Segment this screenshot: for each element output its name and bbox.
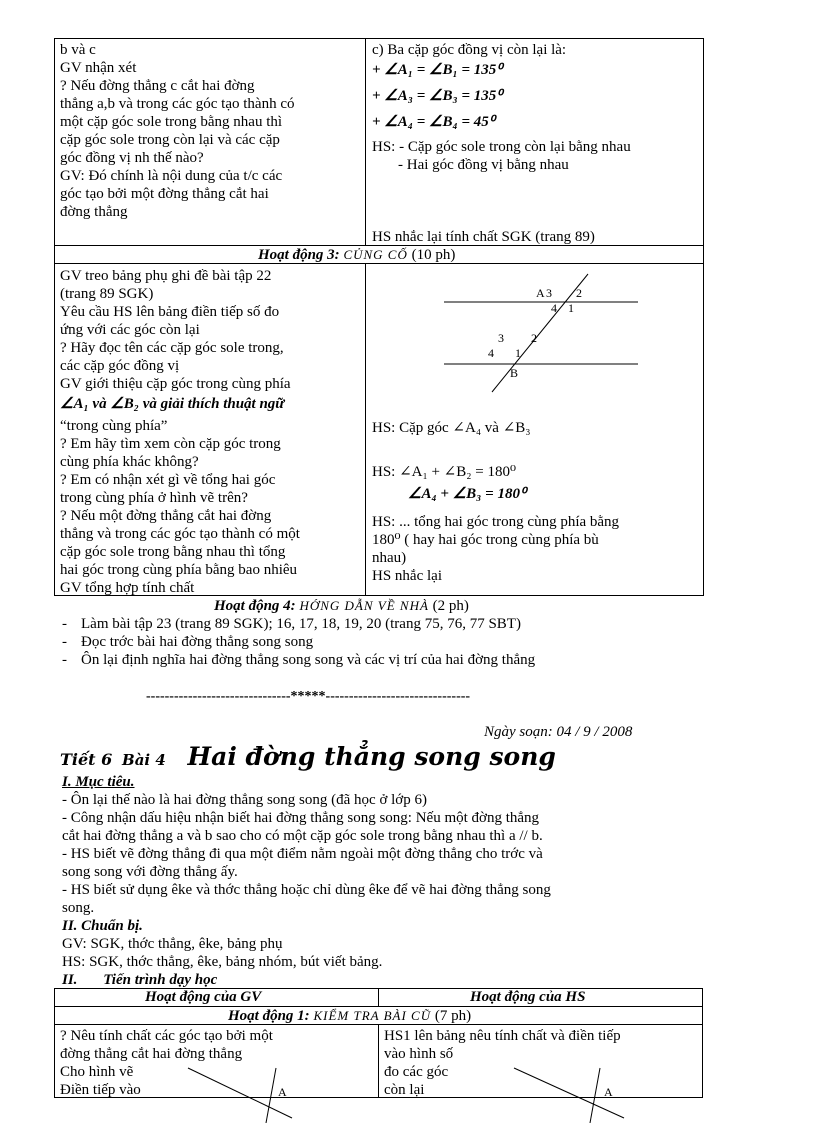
list-item: song. bbox=[62, 900, 95, 916]
table1-left-line: b và c bbox=[60, 42, 96, 58]
list-item: - HS biết vẽ đờng thẳng đi qua một điểm nằm ngoài một đờng thẳng cho trớc và bbox=[62, 846, 543, 862]
table3-left-line: đờng thẳng cắt hai đờng thẳng bbox=[60, 1046, 243, 1062]
figure-line bbox=[188, 1068, 292, 1118]
lesson-number: Tiết 6 bbox=[60, 750, 113, 769]
table2-left-line: ∠A₁ và ∠B₂ và giải thích thuật ngữ bbox=[60, 396, 285, 412]
column-header-hs: Hoạt động của HS bbox=[470, 989, 586, 1005]
activity-label: Hoạt động 1: bbox=[228, 1008, 310, 1024]
table2-right-line: HS nhắc lại bbox=[372, 568, 442, 584]
list-item: - HS biết sử dụng êke và thớc thẳng hoặc chỉ dùng êke để vẽ hai đờng thẳng song bbox=[62, 882, 551, 898]
exercise-figure-left bbox=[180, 1062, 320, 1123]
table3-border-right bbox=[702, 988, 703, 1098]
table2-right-line: HS: Cặp góc ∠A₄ và ∠B₃ bbox=[372, 420, 531, 436]
table1-right-line: HS nhắc lại tính chất SGK (trang 89) bbox=[372, 229, 595, 245]
table2-right-line: nhau) bbox=[372, 550, 407, 566]
exercise-figure-right bbox=[500, 1062, 640, 1123]
angle-label: 1 bbox=[515, 346, 521, 360]
equation: + ∠A₄ = ∠B₄ = 45⁰ bbox=[372, 114, 495, 130]
parallel-lines-figure bbox=[366, 264, 703, 394]
angle-label: 3 bbox=[498, 331, 504, 345]
table2-left-line: Yêu cầu HS lên bảng điền tiếp số đo bbox=[60, 304, 280, 320]
point-label-a: A bbox=[536, 286, 545, 300]
bullet-dash: - bbox=[62, 616, 67, 632]
activity-subtitle: CỦNG CỐ bbox=[343, 247, 408, 262]
table3-right-line: vào hình số bbox=[384, 1046, 454, 1062]
table2-left-line: ? Hãy đọc tên các cặp góc sole trong, bbox=[60, 340, 284, 356]
angle-label: 4 bbox=[488, 346, 494, 360]
table3-left-line: Cho hình vẽ bbox=[60, 1064, 134, 1080]
table2-left-line: cùng phía khác không? bbox=[60, 454, 199, 470]
table3-left-line: Điền tiếp vào bbox=[60, 1082, 141, 1098]
point-label-a: A bbox=[604, 1085, 613, 1099]
table2-left-line: ứng với các góc còn lại bbox=[60, 322, 200, 338]
activity-time: (2 ph) bbox=[432, 598, 469, 614]
table3-right-line: đo các góc bbox=[384, 1064, 449, 1080]
equation: + ∠A₁ = ∠B₁ = 135⁰ bbox=[372, 62, 503, 78]
table3-border-left bbox=[54, 988, 55, 1098]
table1-left-line: góc đồng vị nh thế nào? bbox=[60, 150, 204, 166]
table2-left-line: ? Em hãy tìm xem còn cặp góc trong bbox=[60, 436, 281, 452]
activity-label: Hoạt động 4: bbox=[214, 598, 296, 614]
activity-4-header bbox=[214, 597, 469, 615]
equation: + ∠A₃ = ∠B₃ = 135⁰ bbox=[372, 88, 503, 104]
table1-left-line: đờng thẳng bbox=[60, 204, 128, 220]
table3-border-mid-body bbox=[378, 1024, 379, 1098]
table2-right-line: HS: ∠A₁ + ∠B₂ = 180⁰ bbox=[372, 464, 516, 480]
list-item: - Ôn lại định nghĩa hai đờng thẳng song song và các vị trí của hai đờng thẳng bbox=[62, 652, 536, 668]
equation: ∠A₄ + ∠B₃ = 180⁰ bbox=[408, 486, 526, 502]
activity-subtitle: KIỂM TRA BÀI CŨ bbox=[313, 1008, 432, 1023]
table2-left-line: ? Em có nhận xét gì về tổng hai góc bbox=[60, 472, 276, 488]
table1-left-line: thẳng a,b và trong các góc tạo thành có bbox=[60, 96, 295, 112]
activity-time: (10 ph) bbox=[411, 247, 456, 263]
table2-left-line: trong cùng phía ở hình vẽ trên? bbox=[60, 490, 248, 506]
activity-time: (7 ph) bbox=[434, 1008, 472, 1024]
list-item: - Ôn lại thế nào là hai đờng thẳng song song (đã học ở lớp 6) bbox=[62, 792, 427, 808]
table1-border-left bbox=[54, 38, 55, 595]
section-separator: -------------------------------*****------------------------------- bbox=[146, 689, 471, 704]
angle-label: 4 bbox=[551, 301, 557, 315]
table1-right-line: c) Ba cặp góc đồng vị còn lại là: bbox=[372, 42, 567, 58]
angle-label: 2 bbox=[531, 331, 537, 345]
list-item: - Công nhận dấu hiệu nhận biết hai đờng thẳng song song: Nếu một đờng thẳng bbox=[62, 810, 540, 826]
table1-left-line: cặp góc sole trong còn lại và các cặp bbox=[60, 132, 280, 148]
figure-line bbox=[590, 1068, 600, 1123]
table2-left-line: ? Nếu một đờng thẳng cắt hai đờng bbox=[60, 508, 272, 524]
angle-label: 1 bbox=[568, 301, 574, 315]
table1-left-line: GV nhận xét bbox=[60, 60, 137, 76]
table1-left-line: góc tạo bởi một đờng thẳng cắt hai bbox=[60, 186, 269, 202]
angle-label: 2 bbox=[576, 286, 582, 300]
table1-left-line: một cặp góc sole trong bằng nhau thì bbox=[60, 114, 283, 130]
angle-label: 3 bbox=[546, 286, 552, 300]
table1-border-mid bbox=[365, 38, 366, 245]
activity-1-header bbox=[228, 1007, 471, 1025]
table1-border-right bbox=[703, 38, 704, 595]
activity-subtitle: HỚNG DẪN VỀ NHÀ bbox=[299, 598, 429, 613]
point-label-a: A bbox=[278, 1085, 287, 1099]
list-item: - Đọc trớc bài hai đờng thẳng song song bbox=[62, 634, 314, 650]
table3-border-mid-head bbox=[378, 988, 379, 1006]
table2-left-line: các cặp góc đồng vị bbox=[60, 358, 180, 374]
table1-left-line: ? Nếu đờng thẳng c cắt hai đờng bbox=[60, 78, 255, 94]
section-heading: I. Mục tiêu. bbox=[62, 774, 135, 790]
point-label-b: B bbox=[510, 366, 519, 380]
table2-right-line: HS: ... tổng hai góc trong cùng phía bằng bbox=[372, 514, 620, 530]
section-heading bbox=[62, 972, 217, 989]
lesson-part: Bài 4 bbox=[122, 751, 166, 769]
bullet-dash: - bbox=[62, 634, 67, 650]
activity-label: Hoạt động 3: bbox=[258, 247, 340, 263]
table2-left-line: (trang 89 SGK) bbox=[60, 286, 154, 302]
table2-right-line: 180⁰ ( hay hai góc trong cùng phía bù bbox=[372, 532, 599, 548]
table3-right-line: HS1 lên bảng nêu tính chất và điền tiếp bbox=[384, 1028, 621, 1044]
table1-left-line: GV: Đó chính là nội dung của t/c các bbox=[60, 168, 283, 184]
table2-left-line: GV tổng hợp tính chất bbox=[60, 580, 195, 596]
table1-border-top bbox=[54, 38, 704, 39]
list-item: - Làm bài tập 23 (trang 89 SGK); 16, 17, 18, 19, 20 (trang 75, 76, 77 SBT) bbox=[62, 616, 521, 632]
table3-right-line: còn lại bbox=[384, 1082, 425, 1098]
list-item: cắt hai đờng thẳng a và b sao cho có một cặp góc sole trong bằng nhau thì a // b. bbox=[62, 828, 543, 844]
table1-right-line: HS: - Cặp góc sole trong còn lại bằng nhau bbox=[372, 139, 631, 155]
figure-line bbox=[266, 1068, 276, 1123]
section-heading: II. Chuẩn bị. bbox=[62, 918, 143, 934]
column-header-gv: Hoạt động của GV bbox=[145, 989, 262, 1005]
table2-left-line: “trong cùng phía” bbox=[60, 418, 168, 434]
activity-3-header bbox=[258, 246, 455, 264]
prep-student: HS: SGK, thớc thẳng, êke, bảng nhóm, bút viết bảng. bbox=[62, 954, 383, 970]
table2-left-line: cặp góc sole trong bằng nhau thì tổng bbox=[60, 544, 286, 560]
section-title: Tiến trình dạy học bbox=[103, 972, 218, 988]
prep-date: Ngày soạn: 04 / 9 / 2008 bbox=[484, 724, 633, 740]
table2-left-line: hai góc trong cùng phía bằng bao nhiêu bbox=[60, 562, 298, 578]
lesson-heading bbox=[60, 742, 556, 771]
table1-right-line: - Hai góc đồng vị bằng nhau bbox=[398, 157, 569, 173]
table2-left-line: thẳng và trong các góc tạo thành có một bbox=[60, 526, 300, 542]
prep-teacher: GV: SGK, thớc thẳng, êke, bảng phụ bbox=[62, 936, 283, 952]
list-item: song song với đờng thẳng ấy. bbox=[62, 864, 238, 880]
table2-left-line: GV giới thiệu cặp góc trong cùng phía bbox=[60, 376, 291, 392]
table3-left-line: ? Nêu tính chất các góc tạo bởi một bbox=[60, 1028, 273, 1044]
table2-left-line: GV treo bảng phụ ghi đề bài tập 22 bbox=[60, 268, 272, 284]
section-number: II. bbox=[62, 972, 78, 988]
page-title: Hai đờng thẳng song song bbox=[187, 742, 556, 771]
bullet-dash: - bbox=[62, 652, 67, 668]
